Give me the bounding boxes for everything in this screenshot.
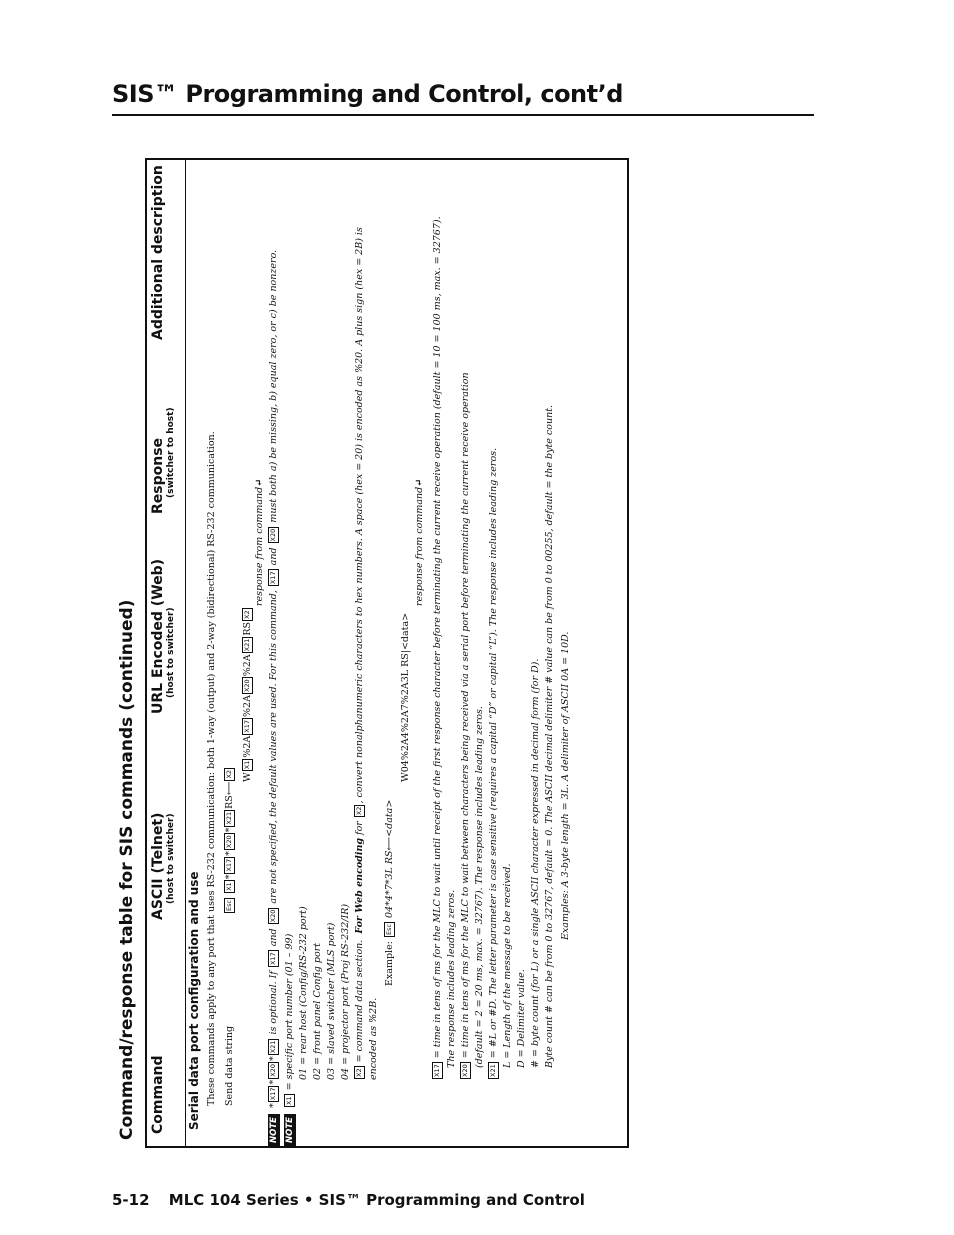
left-arrow-icon: ⟵ <box>224 781 235 796</box>
table-header <box>147 160 186 1146</box>
esc-key-box: Esc <box>225 899 233 911</box>
x20-key-box: X20 <box>243 679 251 693</box>
header-description: Additional description <box>150 165 166 340</box>
x2-definition: X2 = command data section. For Web encoding for X2, convert nonalphanumeric characters to hex numbers. A space (hex = 20) is encoded as %20. A plus sign (hex = 2B) is <box>354 227 365 1077</box>
x20-key-box: X20 <box>225 835 233 849</box>
x17-key-box: X17 <box>433 1064 441 1077</box>
x1-key-box: X1 <box>285 1096 293 1105</box>
x1-key-box: X1 <box>225 882 233 891</box>
x2-key-box: X2 <box>243 610 251 619</box>
x2-definition-cont: encoded as %2B. <box>368 997 379 1080</box>
section-heading: Serial data port configuration and use <box>187 871 201 1130</box>
x20-key-box: X20 <box>461 1064 469 1077</box>
return-arrow-icon: ↵ <box>254 478 265 487</box>
def-line: Byte count # can be from 0 to 32767, default = 0. The ASCII decimal delimiter # value can be from 0 to 00255, default = the byte count. <box>544 404 555 1068</box>
port-line: 04 = projector port (Proj RS-232/IR) <box>340 903 351 1080</box>
x20-key-box: X20 <box>269 909 277 923</box>
esc-key-box: Esc <box>385 923 393 936</box>
x2-key-box: X2 <box>225 769 233 779</box>
footer-text: MLC 104 Series • SIS™ Programming and Control <box>168 1191 585 1209</box>
title-rule <box>112 114 814 116</box>
example-url: W04%2A4%2A7%2A3L RS|<data> <box>400 612 411 782</box>
return-arrow-icon: ↵ <box>414 478 425 487</box>
def-line: L = Length of the message to be received. <box>502 863 513 1068</box>
def-line: Examples: A 3-byte length = 3L. A delimiter of ASCII 0A = 10D. <box>560 631 571 940</box>
def-line: # = byte count (for L) or a single ASCII character expressed in decimal form (for D). <box>530 658 541 1068</box>
page-footer <box>112 1191 585 1209</box>
port-line: 01 = rear host (Config/RS-232 port) <box>298 906 309 1080</box>
table-body <box>187 160 627 1146</box>
send-data-label: Send data string <box>224 1025 235 1106</box>
page-title: SIS™ Programming and Control, cont’d <box>112 80 623 108</box>
x21-key-box: X21 <box>243 638 251 652</box>
header-command: Command <box>150 1055 166 1134</box>
ascii-rs: RS <box>224 795 235 809</box>
ascii-command: Esc X1*X17*X20*X21RS⟵X2 <box>224 769 235 911</box>
header-response: Response (switcher to host) <box>150 407 176 514</box>
port-line: 02 = front panel Config port <box>312 942 323 1080</box>
x1-key-box: X1 <box>243 760 251 770</box>
response-note-2: response from command↵ <box>414 478 425 606</box>
x17-key-box: X17 <box>225 858 233 872</box>
x2-key-box: X2 <box>355 806 363 816</box>
header-url: URL Encoded (Web) (host to switcher) <box>150 558 176 714</box>
command-table <box>145 158 629 1148</box>
note-badge: NOTE <box>284 1114 296 1146</box>
page-number: 5-12 <box>112 1191 150 1209</box>
example-ascii: Example: Esc 04*4*7*3L RS⟵<data> <box>384 799 395 986</box>
x17-key-box: X17 <box>243 719 251 733</box>
x17-key-box: X17 <box>269 952 277 966</box>
header-ascii: ASCII (Telnet) (host to switcher) <box>150 812 176 920</box>
url-command: WX1%2AX17%2AX20%2AX21RSX2 <box>242 610 253 782</box>
x2-key-box: X2 <box>355 1068 363 1077</box>
def-line: D = Delimiter value. <box>516 969 527 1068</box>
def-line: X21 = #L or #D. The letter parameter is case sensitive (requires a capital “D” or capital “L”). The response includes leading zeros. <box>488 447 499 1077</box>
left-arrow-icon: ⟵ <box>384 836 395 851</box>
table-caption: Command/response table for SIS commands (continued) <box>117 599 137 1140</box>
def-line: X20 = time in tens of ms for the MLC to wait between characters being received via a serial port before terminating the current receive operation <box>460 372 471 1077</box>
x21-key-box: X21 <box>269 1040 277 1054</box>
x20-key-box: X20 <box>269 1064 277 1077</box>
table-rotated-content <box>147 160 627 1146</box>
response-note-1: response from command↵ <box>254 478 265 606</box>
x21-key-box: X21 <box>489 1064 497 1077</box>
def-line: The response includes leading zeros. <box>446 889 457 1068</box>
port-line: 03 = slaved switcher (MLS port) <box>326 922 337 1080</box>
x20-key-box: X20 <box>269 528 277 542</box>
intro-text: These commands apply to any port that uses RS-232 communication: both 1-way (output) and 2-way (bidirectional) RS-232 communication. <box>206 431 217 1106</box>
x17-key-box: X17 <box>269 1087 277 1101</box>
x17-key-box: X17 <box>269 571 277 585</box>
def-line: X17 = time in tens of ms for the MLC to wait until receipt of the first response character before terminating the current receive operation (default = 10 = 100 ms, max. = 32767). <box>432 216 443 1077</box>
note-line-2: NOTE X1 = specific port number (01 – 99) <box>283 934 296 1146</box>
note-badge: NOTE <box>268 1114 280 1146</box>
note-line-1: NOTE *X17*X20*X21 is optional. If X17 and X20 are not specified, the default values are used. For this command, X17 and X20 must both a) be missing, b) equal zero, or c) be nonzero. <box>267 250 280 1146</box>
x21-key-box: X21 <box>225 811 233 825</box>
def-line: (default = 2 = 20 ms, max. = 32767). The response includes leading zeros. <box>474 706 485 1068</box>
